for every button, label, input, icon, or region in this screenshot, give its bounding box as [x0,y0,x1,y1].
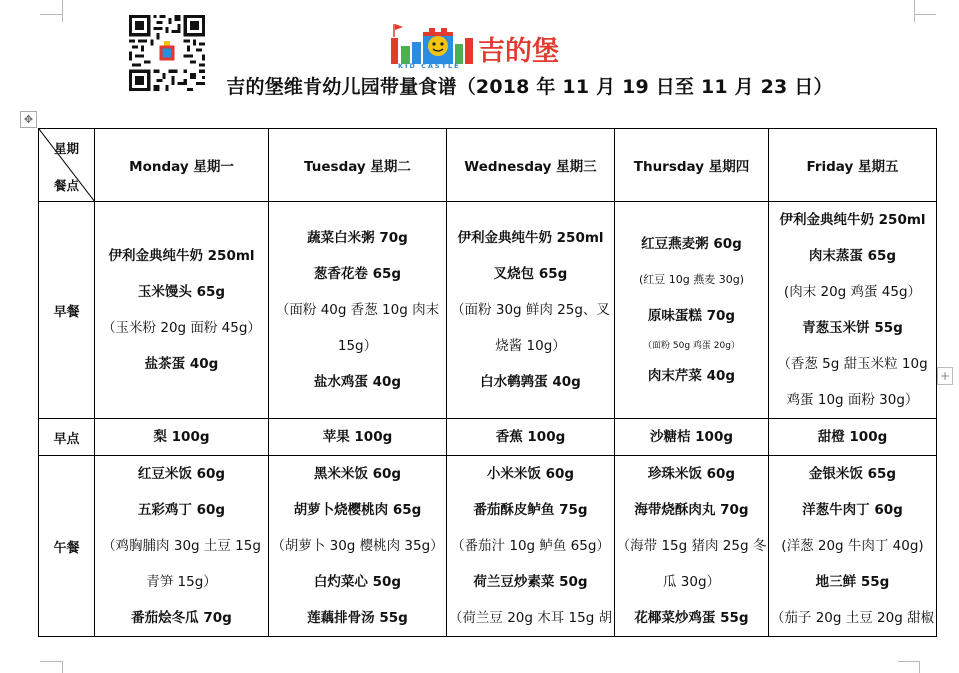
document-title: 吉的堡维肯幼儿园带量食谱（2018 年 11 月 19 日至 11 月 23 日） [226,76,833,98]
table-move-handle[interactable]: ✥ [20,111,37,128]
day-header: Thursday 星期四 [615,129,769,202]
dish-name: 盐茶蛋 40g [144,356,219,372]
ingredient-detail: （面粉 30g 鲜肉 25g、叉 [451,302,610,318]
menu-cell [95,202,269,419]
dish-name: 番茄酥皮鲈鱼 75g [473,502,588,518]
ingredient-detail: （胡萝卜 30g 樱桃肉 35g） [271,538,444,554]
crop-mark-bottom-left [40,661,62,662]
menu-cell [615,456,769,637]
dish-name: 原味蛋糕 70g [647,308,736,324]
ingredient-detail: （面粉 40g 香葱 10g 肉末 [275,302,440,318]
ingredient-detail: 鸡蛋 10g 面粉 30g） [786,392,919,408]
menu-cell [447,456,615,637]
dish-name: 黑米米饭 60g [313,466,402,482]
menu-cell [447,202,615,419]
table-header-row [39,129,937,202]
dish-name: 沙糖桔 100g [649,429,734,445]
kid-castle-logo [388,20,574,70]
crop-mark-top-right-v [914,0,915,22]
dish-name: 苹果 100g [322,429,393,445]
day-header: Friday 星期五 [769,129,937,202]
dish-name: 番茄烩冬瓜 70g [131,610,232,626]
dish-name: 伊利金典纯牛奶 250ml [779,212,926,228]
meal-row-breakfast [39,202,937,419]
ingredient-detail: （茄子 20g 土豆 20g 甜椒 [770,610,935,626]
menu-cell [269,419,447,456]
crop-mark-bottom-right [898,661,920,662]
menu-cell [269,456,447,637]
dish-name: 香蕉 100g [495,429,566,445]
dish-name: 红豆燕麦粥 60g [641,236,742,252]
ingredient-detail: 15g） [337,338,378,354]
ingredient-detail: （香葱 5g 甜玉米粒 10g [777,356,928,372]
dish-name: 红豆米饭 60g [137,466,226,482]
meal-row-snack [39,419,937,456]
dish-name: 海带烧酥肉丸 70g [634,502,749,518]
crop-mark-top-left-v [62,0,63,22]
dish-name: 肉末蒸蛋 65g [808,248,897,264]
ingredient-detail: （鸡胸脯肉 30g 土豆 15g [102,538,261,554]
ingredient-detail: (洋葱 20g 牛肉丁 40g) [781,538,924,554]
meal-row-lunch [39,456,937,637]
dish-name: 金银米饭 65g [808,466,897,482]
ingredient-detail: （面粉 50g 鸡蛋 20g） [643,341,740,351]
dish-name: 胡萝卜烧樱桃肉 65g [293,502,422,518]
ingredient-detail: (红豆 10g 燕麦 30g) [638,273,745,286]
ingredient-detail: （玉米粉 20g 面粉 45g） [102,320,261,336]
menu-cell [769,456,937,637]
menu-cell [615,419,769,456]
crop-mark-top-left [40,14,62,15]
dish-name: 肉末芹菜 40g [647,368,736,384]
dish-name: 甜橙 100g [817,429,888,445]
logo-subtext: KID CASTLE [398,62,461,70]
ingredient-detail: （荷兰豆 20g 木耳 15g 胡 [448,610,613,626]
dish-name: 伊利金典纯牛奶 250ml [108,248,255,264]
ingredient-detail: 瓜 30g） [662,574,721,590]
ingredient-detail: （海带 15g 猪肉 25g 冬 [616,538,767,554]
corner-label-weekday: 星期 [54,141,80,156]
dish-name: 伊利金典纯牛奶 250ml [457,230,604,246]
ingredient-detail: 青笋 15g） [146,574,217,590]
day-header: Wednesday 星期三 [447,129,615,202]
logo-brand-text: 吉的堡 [478,36,559,67]
dish-name: 蔬菜白米粥 70g [307,230,408,246]
dish-name: 盐水鸡蛋 40g [313,374,402,390]
menu-cell [95,456,269,637]
meal-label: 午餐 [39,456,95,637]
dish-name: 地三鲜 55g [815,574,890,590]
crop-mark-bottom-left-v [62,661,63,673]
menu-cell [269,202,447,419]
dish-name: 花椰菜炒鸡蛋 55g [634,610,749,626]
dish-name: 小米米饭 60g [486,466,575,482]
day-header: Tuesday 星期二 [269,129,447,202]
dish-name: 叉烧包 65g [493,266,568,282]
crop-mark-bottom-right-v [919,661,920,673]
dish-name: 珍珠米饭 60g [647,466,736,482]
menu-cell [769,419,937,456]
meal-label: 早餐 [39,202,95,419]
menu-cell [447,419,615,456]
dish-name: 五彩鸡丁 60g [137,502,226,518]
dish-name: 荷兰豆炒素菜 50g [473,574,588,590]
dish-name: 青葱玉米饼 55g [802,320,903,336]
ingredient-detail: 烧酱 10g） [495,338,566,354]
menu-cell [95,419,269,456]
corner-label-meal: 餐点 [54,178,80,193]
menu-cell [615,202,769,419]
day-header: Monday 星期一 [95,129,269,202]
dish-name: 洋葱牛肉丁 60g [802,502,903,518]
ingredient-detail: (肉末 20g 鸡蛋 45g） [783,284,922,300]
dish-name: 葱香花卷 65g [313,266,402,282]
menu-cell [769,202,937,419]
dish-name: 莲藕排骨汤 55g [307,610,408,626]
table-add-column-handle[interactable]: + [937,367,953,385]
dish-name: 白水鹌鹑蛋 40g [480,374,581,390]
dish-name: 梨 100g [153,429,210,445]
crop-mark-top-right [914,14,936,15]
dish-name: 玉米馒头 65g [137,284,226,300]
meal-label: 早点 [39,419,95,456]
dish-name: 白灼菜心 50g [313,574,402,590]
corner-header-cell [39,129,95,202]
ingredient-detail: （番茄汁 10g 鲈鱼 65g） [451,538,610,554]
weekly-menu-table [38,128,937,637]
